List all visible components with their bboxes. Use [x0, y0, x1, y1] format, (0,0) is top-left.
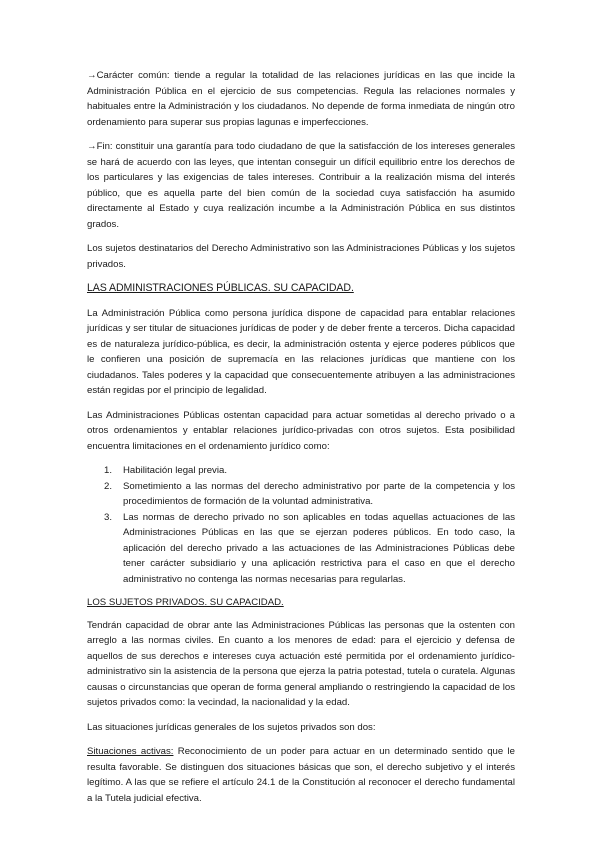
paragraph-administracion-persona-juridica: La Administración Pública como persona jurídica dispone de capacidad para entablar relaciones jurídicas y ser titular de situaciones jurídicas de poder y de deber frente a terceros. Dicha capacidad es de naturaleza jurídico-pública, es decir, la administración ostenta y ejerce poderes públicos que le confieren una posición de supremacía en las relaciones jurídicas que mantiene con los ciudadanos. Tales poderes y la capacidad que consecuentemente atribuyen a las administraciones están regidas por el principio de legalidad. [87, 307, 515, 396]
paragraph-caracter-comun: →Carácter común: tiende a regular la totalidad de las relaciones jurídicas en las que incide la Administración Pública en el ejercicio de sus competencias. Regula las relaciones normales y habituales entre la Administración y los ciudadanos. No depende de forma inmediata de ningún otro ordenamiento para superar sus propias lagunas e imperfecciones. [87, 70, 515, 128]
paragraph-fin: →Fin: constituir una garantía para todo ciudadano de que la satisfacción de los intereses generales se hará de acuerdo con las leyes, que intentan conseguir un difícil equilibrio entre los derechos de los particulares y las exigencias de tales intereses. Contribuir a la realización misma del interés público, que es aquella parte del bien común de la sociedad cuya satisfacción ha asumido directamente al Estado y cuya realización incumbe a la Administración Pública en sus distintos grados. [87, 141, 515, 230]
paragraph-capacidad-derecho-privado: Las Administraciones Públicas ostentan capacidad para actuar sometidas al derecho privado o a otros ordenamientos y entablar relaciones jurídico-privadas con otros sujetos. Esta posibilidad encuentra limitaciones en el ordenamiento jurídico como: [87, 409, 515, 452]
list-item-text: Sometimiento a las normas del derecho administrativo por parte de la competencia y los procedimientos de formación de la voluntad administrativa. [123, 480, 515, 507]
list-item-number: 2. [104, 480, 113, 492]
list-item [87, 479, 515, 510]
list-item [87, 463, 515, 479]
limitations-list [87, 463, 515, 587]
paragraph-sujetos-destinatarios: Los sujetos destinatarios del Derecho Administrativo son las Administraciones Públicas y los sujetos privados. [87, 243, 515, 270]
section-heading-administraciones: LAS ADMINISTRACIONES PÚBLICAS. SU CAPACIDAD. [87, 282, 354, 294]
paragraph-situaciones-activas [87, 744, 515, 806]
document-page [87, 68, 515, 815]
definition-situaciones-activas: Reconocimiento de un poder para actuar en un determinado sentido que le resulta favorable. Se distinguen dos situaciones básicas que son, el derecho subjetivo y el interés legítimo. A las que se refiere el artículo 24.1 de la Constitución al reconocer el derecho fundamental a la Tutela judicial efectiva. [87, 746, 515, 804]
section-heading-sujetos-privados: LOS SUJETOS PRIVADOS. SU CAPACIDAD. [87, 597, 284, 608]
list-item-number: 3. [104, 511, 113, 523]
list-item-number: 1. [104, 465, 113, 476]
list-item [87, 510, 515, 588]
term-situaciones-activas: Situaciones activas: [87, 746, 174, 757]
list-item-text: Las normas de derecho privado no son aplicables en todas aquellas actuaciones de las Administraciones Públicas en las que se ejerzan poderes públicos. En todo caso, la aplicación del derecho privado a las actuaciones de las Administraciones Públicas debe tener carácter subsidiario y una aplicación restrictiva para el caso en que el derecho administrativo no contenga las normas necesarias para regularlas. [123, 511, 515, 585]
paragraph-capacidad-obrar: Tendrán capacidad de obrar ante las Administraciones Públicas las personas que la ostenten con arreglo a las normas civiles. En cuanto a los menores de edad: para el ejercicio y defensa de aquellos de sus derechos e intereses cuya actuación esté permitida por el ordenamiento jurídico-administrativo sin la asistencia de la persona que ejerza la patria potestad, tutela o curatela. Algunas causas o circunstancias que operan de forma general ampliando o restringiendo la capacidad de los sujetos privados como: la vecindad, la nacionalidad y la edad. [87, 619, 515, 708]
paragraph-situaciones-generales: Las situaciones jurídicas generales de los sujetos privados son dos: [87, 721, 376, 733]
list-item-text: Habilitación legal previa. [123, 465, 227, 476]
